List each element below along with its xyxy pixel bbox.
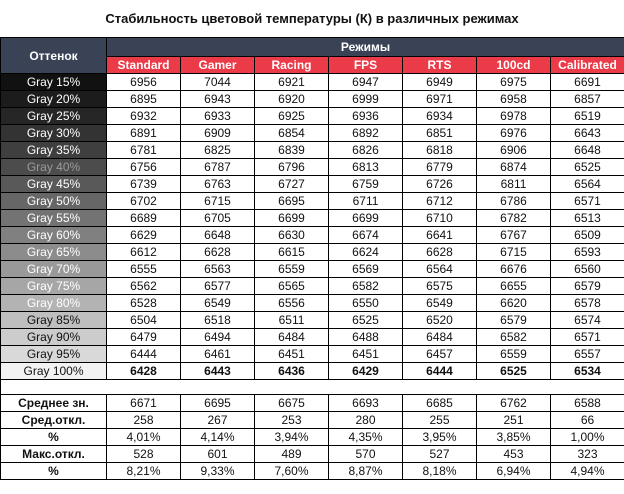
table-cell: 6756 xyxy=(107,159,181,176)
table-cell: 6525 xyxy=(329,312,403,329)
table-cell: 6620 xyxy=(477,295,551,312)
table-row xyxy=(1,142,624,159)
table-cell: 6504 xyxy=(107,312,181,329)
gray-level-label: Gray 45% xyxy=(1,176,107,193)
table-cell: 6429 xyxy=(329,363,403,380)
table-cell: 6689 xyxy=(107,210,181,227)
table-cell: 528 xyxy=(107,446,181,463)
spacer-cell xyxy=(1,380,624,395)
table-cell: 6693 xyxy=(329,395,403,412)
table-cell: 6564 xyxy=(551,176,624,193)
table-cell: 6628 xyxy=(181,244,255,261)
table-row xyxy=(1,210,624,227)
table-cell: 6676 xyxy=(477,261,551,278)
table-cell: 255 xyxy=(403,412,477,429)
gray-level-label: Gray 80% xyxy=(1,295,107,312)
table-cell: 6520 xyxy=(403,312,477,329)
table-cell: 6451 xyxy=(255,346,329,363)
table-cell: 6559 xyxy=(255,261,329,278)
table-cell: 6999 xyxy=(329,91,403,108)
table-cell: 6854 xyxy=(255,125,329,142)
table-cell: 8,18% xyxy=(403,463,477,480)
mode-header: Calibrated xyxy=(551,57,624,74)
gray-rows xyxy=(1,74,624,380)
gray-level-label: Gray 55% xyxy=(1,210,107,227)
table-cell: 280 xyxy=(329,412,403,429)
table-cell: 6699 xyxy=(329,210,403,227)
table-row xyxy=(1,295,624,312)
table-cell: 6711 xyxy=(329,193,403,210)
spacer-row xyxy=(1,380,624,395)
table-cell: 3,94% xyxy=(255,429,329,446)
gray-level-label: Gray 30% xyxy=(1,125,107,142)
table-cell: 267 xyxy=(181,412,255,429)
table-cell: 6578 xyxy=(551,295,624,312)
stat-row xyxy=(1,446,624,463)
stat-label: Среднее зн. xyxy=(1,395,107,412)
table-cell: 6562 xyxy=(107,278,181,295)
table-cell: 6643 xyxy=(551,125,624,142)
table-cell: 6921 xyxy=(255,74,329,91)
table-cell: 6559 xyxy=(477,346,551,363)
table-cell: 6624 xyxy=(329,244,403,261)
table-cell: 6577 xyxy=(181,278,255,295)
table-cell: 6851 xyxy=(403,125,477,142)
gray-level-label: Gray 100% xyxy=(1,363,107,380)
table-cell: 4,01% xyxy=(107,429,181,446)
table-cell: 527 xyxy=(403,446,477,463)
table-cell: 6705 xyxy=(181,210,255,227)
mode-header: 100cd xyxy=(477,57,551,74)
table-cell: 6762 xyxy=(477,395,551,412)
table-cell: 6674 xyxy=(329,227,403,244)
stat-label: Сред.откл. xyxy=(1,412,107,429)
table-cell: 6588 xyxy=(551,395,624,412)
table-cell: 6444 xyxy=(403,363,477,380)
table-cell: 601 xyxy=(181,446,255,463)
table-cell: 6629 xyxy=(107,227,181,244)
table-cell: 4,94% xyxy=(551,463,624,480)
stat-row xyxy=(1,412,624,429)
table-cell: 6641 xyxy=(403,227,477,244)
table-cell: 6976 xyxy=(477,125,551,142)
gray-level-label: Gray 40% xyxy=(1,159,107,176)
table-cell: 6563 xyxy=(181,261,255,278)
table-cell: 6759 xyxy=(329,176,403,193)
table-cell: 6484 xyxy=(255,329,329,346)
table-cell: 6710 xyxy=(403,210,477,227)
table-cell: 6726 xyxy=(403,176,477,193)
table-cell: 6550 xyxy=(329,295,403,312)
mode-header: Standard xyxy=(107,57,181,74)
table-cell: 6925 xyxy=(255,108,329,125)
table-cell: 6630 xyxy=(255,227,329,244)
table-cell: 6895 xyxy=(107,91,181,108)
table-cell: 6956 xyxy=(107,74,181,91)
table-cell: 6958 xyxy=(477,91,551,108)
table-cell: 6511 xyxy=(255,312,329,329)
gray-level-label: Gray 70% xyxy=(1,261,107,278)
table-cell: 6779 xyxy=(403,159,477,176)
table-cell: 6818 xyxy=(403,142,477,159)
table-cell: 6786 xyxy=(477,193,551,210)
stat-label: % xyxy=(1,463,107,480)
table-cell: 3,85% xyxy=(477,429,551,446)
table-cell: 6593 xyxy=(551,244,624,261)
table-cell: 6528 xyxy=(107,295,181,312)
table-cell: 6451 xyxy=(329,346,403,363)
table-cell: 6579 xyxy=(551,278,624,295)
table-cell: 6763 xyxy=(181,176,255,193)
table-cell: 6519 xyxy=(551,108,624,125)
table-cell: 4,14% xyxy=(181,429,255,446)
table-cell: 6571 xyxy=(551,329,624,346)
table-cell: 251 xyxy=(477,412,551,429)
table-cell: 6715 xyxy=(181,193,255,210)
table-cell: 6826 xyxy=(329,142,403,159)
table-cell: 6444 xyxy=(107,346,181,363)
gray-level-label: Gray 75% xyxy=(1,278,107,295)
table-cell: 6582 xyxy=(477,329,551,346)
table-cell: 6525 xyxy=(551,159,624,176)
table-cell: 6712 xyxy=(403,193,477,210)
table-cell: 6796 xyxy=(255,159,329,176)
color-temperature-table xyxy=(0,37,624,480)
table-cell: 6569 xyxy=(329,261,403,278)
table-cell: 6978 xyxy=(477,108,551,125)
table-row xyxy=(1,227,624,244)
table-cell: 6525 xyxy=(477,363,551,380)
table-cell: 6615 xyxy=(255,244,329,261)
table-cell: 6518 xyxy=(181,312,255,329)
table-cell: 6575 xyxy=(403,278,477,295)
table-cell: 6839 xyxy=(255,142,329,159)
table-row xyxy=(1,329,624,346)
table-row xyxy=(1,108,624,125)
stat-row xyxy=(1,395,624,412)
table-cell: 6612 xyxy=(107,244,181,261)
table-cell: 6892 xyxy=(329,125,403,142)
table-cell: 6782 xyxy=(477,210,551,227)
table-cell: 6488 xyxy=(329,329,403,346)
table-cell: 7,60% xyxy=(255,463,329,480)
gray-level-label: Gray 95% xyxy=(1,346,107,363)
table-cell: 6909 xyxy=(181,125,255,142)
table-cell: 6739 xyxy=(107,176,181,193)
table-cell: 6934 xyxy=(403,108,477,125)
table-cell: 6695 xyxy=(181,395,255,412)
table-cell: 453 xyxy=(477,446,551,463)
table-cell: 3,95% xyxy=(403,429,477,446)
table-row xyxy=(1,125,624,142)
table-cell: 6767 xyxy=(477,227,551,244)
mode-header: Gamer xyxy=(181,57,255,74)
gray-level-label: Gray 35% xyxy=(1,142,107,159)
table-cell: 6813 xyxy=(329,159,403,176)
table-cell: 6574 xyxy=(551,312,624,329)
table-cell: 6461 xyxy=(181,346,255,363)
gray-level-label: Gray 20% xyxy=(1,91,107,108)
table-cell: 6549 xyxy=(403,295,477,312)
table-cell: 6811 xyxy=(477,176,551,193)
table-cell: 6891 xyxy=(107,125,181,142)
gray-level-label: Gray 85% xyxy=(1,312,107,329)
table-cell: 6556 xyxy=(255,295,329,312)
table-cell: 6671 xyxy=(107,395,181,412)
table-cell: 6715 xyxy=(477,244,551,261)
table-row xyxy=(1,91,624,108)
gray-level-label: Gray 60% xyxy=(1,227,107,244)
table-cell: 6557 xyxy=(551,346,624,363)
table-cell: 6943 xyxy=(181,91,255,108)
table-cell: 6549 xyxy=(181,295,255,312)
table-cell: 4,35% xyxy=(329,429,403,446)
table-cell: 6648 xyxy=(551,142,624,159)
mode-header: RTS xyxy=(403,57,477,74)
table-cell: 6933 xyxy=(181,108,255,125)
table-cell: 6874 xyxy=(477,159,551,176)
table-cell: 253 xyxy=(255,412,329,429)
table-cell: 6975 xyxy=(477,74,551,91)
table-cell: 7044 xyxy=(181,74,255,91)
table-cell: 6436 xyxy=(255,363,329,380)
table-cell: 6685 xyxy=(403,395,477,412)
table-row xyxy=(1,363,624,380)
table-cell: 8,87% xyxy=(329,463,403,480)
table-cell: 6781 xyxy=(107,142,181,159)
table-cell: 6655 xyxy=(477,278,551,295)
stat-row xyxy=(1,429,624,446)
shade-column-header: Оттенок xyxy=(1,38,107,74)
stat-row xyxy=(1,463,624,480)
table-cell: 6443 xyxy=(181,363,255,380)
table-cell: 1,00% xyxy=(551,429,624,446)
table-title: Стабильность цветовой температуры (К) в различных режимах xyxy=(105,11,519,26)
gray-level-label: Gray 50% xyxy=(1,193,107,210)
table-cell: 6564 xyxy=(403,261,477,278)
table-cell: 6949 xyxy=(403,74,477,91)
gray-level-label: Gray 25% xyxy=(1,108,107,125)
table-cell: 6457 xyxy=(403,346,477,363)
table-cell: 66 xyxy=(551,412,624,429)
table-cell: 6675 xyxy=(255,395,329,412)
table-cell: 6971 xyxy=(403,91,477,108)
table-cell: 323 xyxy=(551,446,624,463)
table-row xyxy=(1,278,624,295)
table-cell: 570 xyxy=(329,446,403,463)
table-row xyxy=(1,159,624,176)
stat-label: Макс.откл. xyxy=(1,446,107,463)
gray-level-label: Gray 65% xyxy=(1,244,107,261)
table-row xyxy=(1,193,624,210)
table-row xyxy=(1,176,624,193)
table-row xyxy=(1,261,624,278)
gray-level-label: Gray 90% xyxy=(1,329,107,346)
table-cell: 6509 xyxy=(551,227,624,244)
table-cell: 6484 xyxy=(403,329,477,346)
table-cell: 6699 xyxy=(255,210,329,227)
table-cell: 6428 xyxy=(107,363,181,380)
table-cell: 6787 xyxy=(181,159,255,176)
table-cell: 6565 xyxy=(255,278,329,295)
table-cell: 6555 xyxy=(107,261,181,278)
table-cell: 6932 xyxy=(107,108,181,125)
table-cell: 6695 xyxy=(255,193,329,210)
table-cell: 6579 xyxy=(477,312,551,329)
table-cell: 6825 xyxy=(181,142,255,159)
table-cell: 6727 xyxy=(255,176,329,193)
stat-label: % xyxy=(1,429,107,446)
table-cell: 6691 xyxy=(551,74,624,91)
table-cell: 489 xyxy=(255,446,329,463)
table-row xyxy=(1,74,624,91)
table-cell: 6513 xyxy=(551,210,624,227)
mode-header: Racing xyxy=(255,57,329,74)
table-cell: 6494 xyxy=(181,329,255,346)
table-row xyxy=(1,244,624,261)
gray-level-label: Gray 15% xyxy=(1,74,107,91)
table-cell: 6571 xyxy=(551,193,624,210)
table-cell: 6582 xyxy=(329,278,403,295)
table-cell: 6920 xyxy=(255,91,329,108)
table-cell: 258 xyxy=(107,412,181,429)
table-cell: 8,21% xyxy=(107,463,181,480)
stats-rows xyxy=(1,395,624,480)
table-cell: 6648 xyxy=(181,227,255,244)
mode-header: FPS xyxy=(329,57,403,74)
table-cell: 6702 xyxy=(107,193,181,210)
table-cell: 6947 xyxy=(329,74,403,91)
table-cell: 6906 xyxy=(477,142,551,159)
table-cell: 6,94% xyxy=(477,463,551,480)
table-cell: 6560 xyxy=(551,261,624,278)
table-cell: 6479 xyxy=(107,329,181,346)
table-spacer xyxy=(1,380,624,395)
modes-group-header: Режимы xyxy=(107,38,624,57)
table-cell: 6534 xyxy=(551,363,624,380)
table-cell: 6936 xyxy=(329,108,403,125)
table-cell: 9,33% xyxy=(181,463,255,480)
table-cell: 6628 xyxy=(403,244,477,261)
table-cell: 6857 xyxy=(551,91,624,108)
table-row xyxy=(1,312,624,329)
table-row xyxy=(1,346,624,363)
